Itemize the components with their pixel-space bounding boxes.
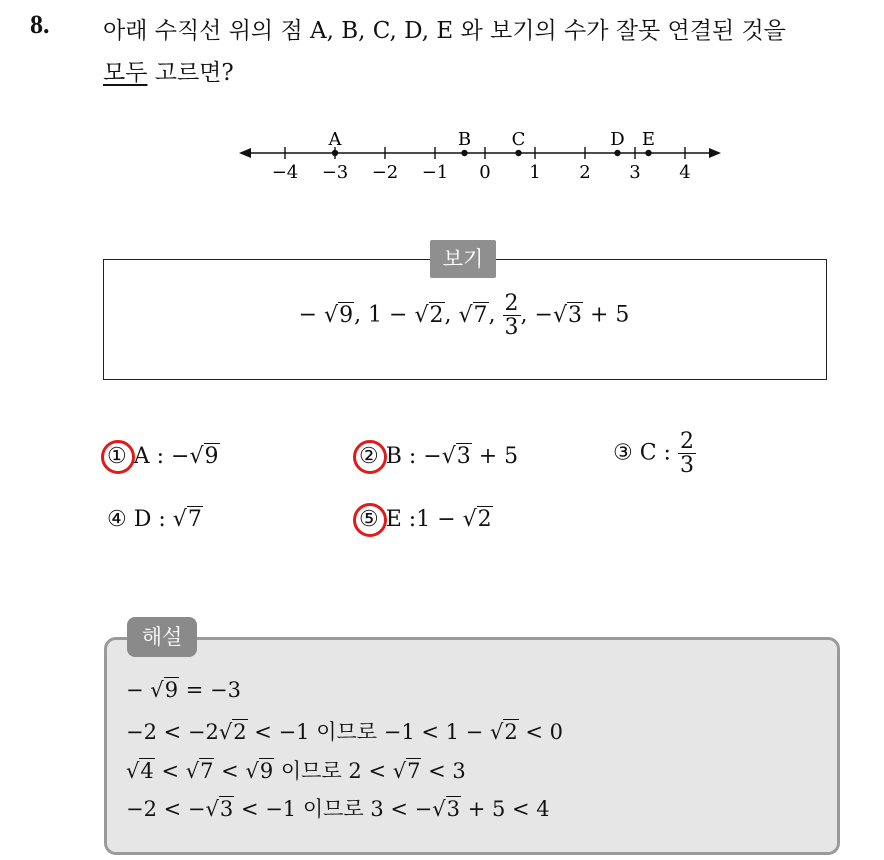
sqrt-7: √7 bbox=[458, 302, 488, 328]
bogi-sep1: , 1 − bbox=[354, 302, 415, 328]
choice-label: D : bbox=[133, 507, 173, 532]
choice-label: B : − bbox=[385, 444, 442, 469]
sqrt-7: √7 bbox=[172, 507, 202, 532]
choice-number: ④ bbox=[107, 507, 127, 532]
bogi-item5-tail: + 5 bbox=[582, 302, 630, 328]
sqrt-9: √9 bbox=[245, 759, 274, 783]
bogi-item1-sign: − bbox=[298, 302, 318, 328]
choice-number: ③ bbox=[613, 440, 633, 466]
bogi-tag: 보기 bbox=[430, 240, 496, 278]
tick-label: 1 bbox=[529, 162, 541, 183]
sqrt-3: √3 bbox=[205, 797, 234, 821]
point-b bbox=[461, 150, 467, 156]
solution-line-3: √4 < √7 < √9 이므로 2 < √7 < 3 bbox=[126, 759, 466, 783]
question-text-line2 bbox=[103, 54, 234, 87]
tick-label: 4 bbox=[679, 162, 691, 183]
tick-label: 3 bbox=[629, 162, 641, 183]
choice-tail: + 5 bbox=[471, 444, 519, 469]
tick-label: −4 bbox=[271, 162, 299, 183]
sqrt-2: √2 bbox=[218, 720, 247, 744]
sqrt-9: √9 bbox=[150, 678, 179, 702]
point-a bbox=[332, 150, 338, 156]
sqrt-3: √3 bbox=[432, 797, 461, 821]
point-label-c: C bbox=[511, 129, 526, 150]
bogi-sep4: , − bbox=[520, 302, 553, 328]
choice-number: ① bbox=[107, 444, 127, 469]
sqrt-7: √7 bbox=[392, 759, 421, 783]
choice-number: ⑤ bbox=[359, 507, 379, 532]
solution-line-2: −2 < −2√2 < −1 이므로 −1 < 1 − √2 < 0 bbox=[126, 720, 564, 744]
tick-label: −3 bbox=[321, 162, 349, 183]
solution-line-1: − √9 = −3 bbox=[126, 678, 241, 702]
fraction-2-3: $\frac{2}{3}$ bbox=[504, 291, 519, 341]
choice-4[interactable] bbox=[107, 507, 203, 532]
sqrt-3: √3 bbox=[441, 444, 471, 469]
bogi-sep2: , bbox=[444, 302, 459, 328]
fraction-2-3: $\frac{2}{3}$ bbox=[679, 429, 694, 479]
point-label-b: B bbox=[457, 129, 472, 150]
question-number: 8. bbox=[30, 10, 50, 39]
red-circle-mark bbox=[101, 440, 135, 474]
red-circle-mark bbox=[353, 503, 387, 537]
bogi-sep3: , bbox=[488, 302, 503, 328]
choice-3[interactable] bbox=[613, 430, 696, 477]
number-line bbox=[235, 125, 725, 185]
choice-label: E :1 − bbox=[385, 507, 463, 532]
tick-label: −1 bbox=[421, 162, 449, 183]
solution-line-4: −2 < −√3 < −1 이므로 3 < −√3 + 5 < 4 bbox=[126, 797, 550, 821]
point-label-d: D bbox=[610, 129, 625, 150]
sqrt-4: √4 bbox=[126, 759, 154, 783]
sqrt-7: √7 bbox=[185, 759, 214, 783]
point-c bbox=[515, 150, 521, 156]
sqrt-9: √9 bbox=[324, 302, 354, 328]
choice-1[interactable] bbox=[107, 444, 220, 469]
choice-number: ② bbox=[359, 444, 379, 469]
arrow-right-icon bbox=[709, 148, 721, 158]
question-text-rest: 고르면? bbox=[147, 60, 234, 86]
solution-tag: 해설 bbox=[127, 617, 197, 657]
sqrt-2: √2 bbox=[462, 507, 492, 532]
point-label-e: E bbox=[641, 129, 656, 150]
point-e bbox=[645, 150, 651, 156]
choice-5[interactable] bbox=[359, 507, 493, 532]
red-circle-mark bbox=[353, 440, 387, 474]
choice-label: A : − bbox=[133, 444, 190, 469]
question-text-line1: 아래 수직선 위의 점 A, B, C, D, E 와 보기의 수가 잘못 연결된 것을 bbox=[103, 18, 786, 44]
choice-label: C : bbox=[639, 440, 678, 466]
sqrt-9: √9 bbox=[189, 444, 219, 469]
sqrt-3: √3 bbox=[552, 302, 582, 328]
arrow-left-icon bbox=[239, 148, 251, 158]
emphasis-text: 모두 bbox=[103, 60, 148, 86]
point-label-a: A bbox=[328, 129, 342, 150]
sqrt-2: √2 bbox=[489, 720, 518, 744]
tick-label: −2 bbox=[371, 162, 399, 183]
tick-label: 2 bbox=[579, 162, 591, 183]
tick-label: 0 bbox=[479, 162, 491, 183]
sqrt-2: √2 bbox=[414, 302, 444, 328]
bogi-content bbox=[103, 292, 825, 339]
choice-2[interactable] bbox=[359, 444, 518, 469]
point-d bbox=[614, 150, 620, 156]
